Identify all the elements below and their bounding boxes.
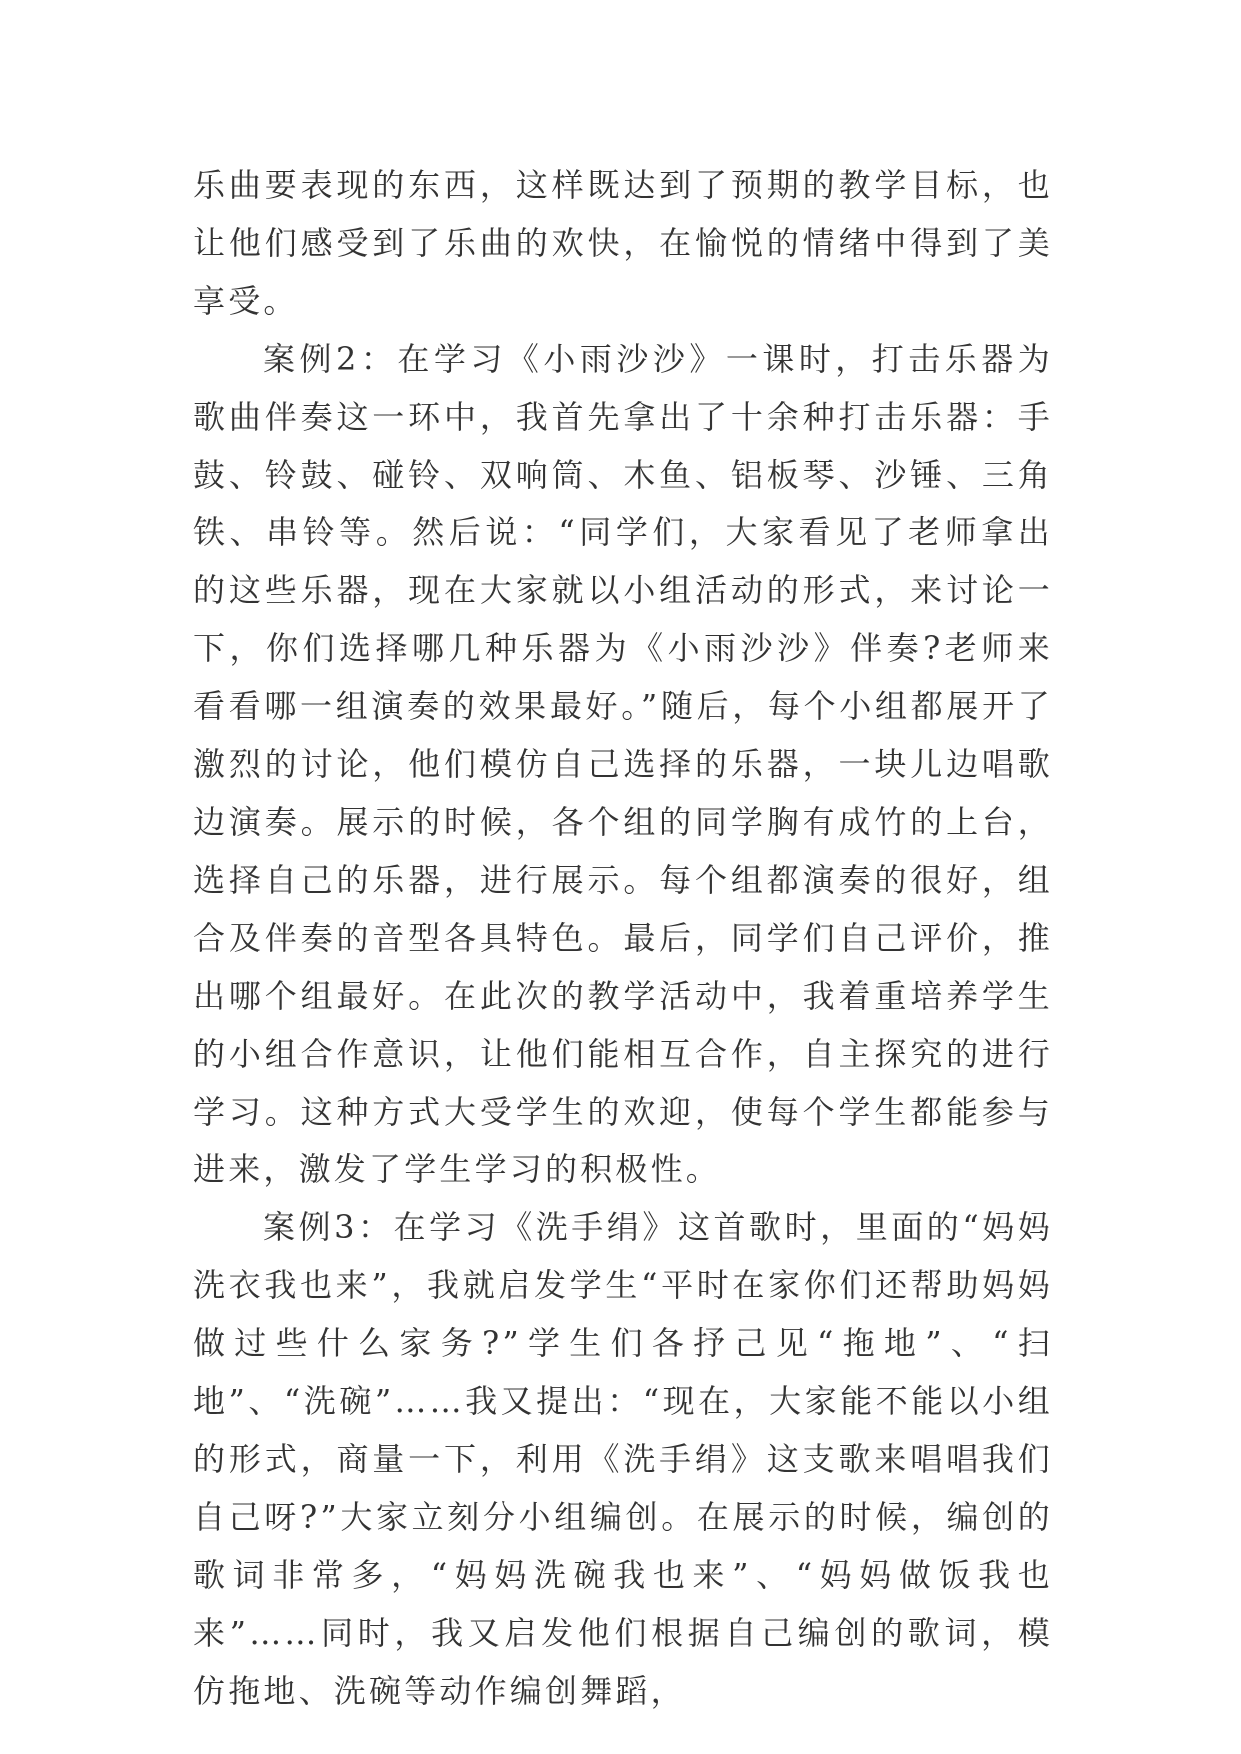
paragraph-continuation: 乐曲要表现的东西，这样既达到了预期的教学目标，也让他们感受到了乐曲的欢快，在愉悦的情绪中得到了美享受。 (193, 166, 1053, 320)
body-text (193, 157, 1053, 1720)
paragraph-case-2: 案例2：在学习《小雨沙沙》一课时，打击乐器为歌曲伴奏这一环中，我首先拿出了十余种打击乐器：手鼓、铃鼓、碰铃、双响筒、木鱼、铝板琴、沙锤、三角铁、串铃等。然后说：“同学们，大家看见了老师拿出的这些乐器，现在大家就以小组活动的形式，来讨论一下，你们选择哪几种乐器为《小雨沙沙》伴奏?老师来看看哪一组演奏的效果最好。”随后，每个小组都展开了激烈的讨论，他们模仿自己选择的乐器，一块儿边唱歌边演奏。展示的时候，各个组的同学胸有成竹的上台，选择自己的乐器，进行展示。每个组都演奏的很好，组合及伴奏的音型各具特色。最后，同学们自己评价，推出哪个组最好。在此次的教学活动中，我着重培养学生的小组合作意识，让他们能相互合作，自主探究的进行学习。这种方式大受学生的欢迎，使每个学生都能参与进来，激发了学生学习的积极性。 (193, 339, 1053, 1189)
paragraph-case-3: 案例3：在学习《洗手绢》这首歌时，里面的“妈妈洗衣我也来”，我就启发学生“平时在家你们还帮助妈妈做过些什么家务?”学生们各抒己见“拖地”、“扫地”、“洗碗”……我又提出：“现在，大家能不能以小组的形式，商量一下，利用《洗手绢》这支歌来唱唱我们自己呀?”大家立刻分小组编创。在展示的时候，编创的歌词非常多，“妈妈洗碗我也来”、“妈妈做饭我也来”……同时，我又启发他们根据自己编创的歌词，模仿拖地、洗碗等动作编创舞蹈， (193, 1208, 1053, 1710)
